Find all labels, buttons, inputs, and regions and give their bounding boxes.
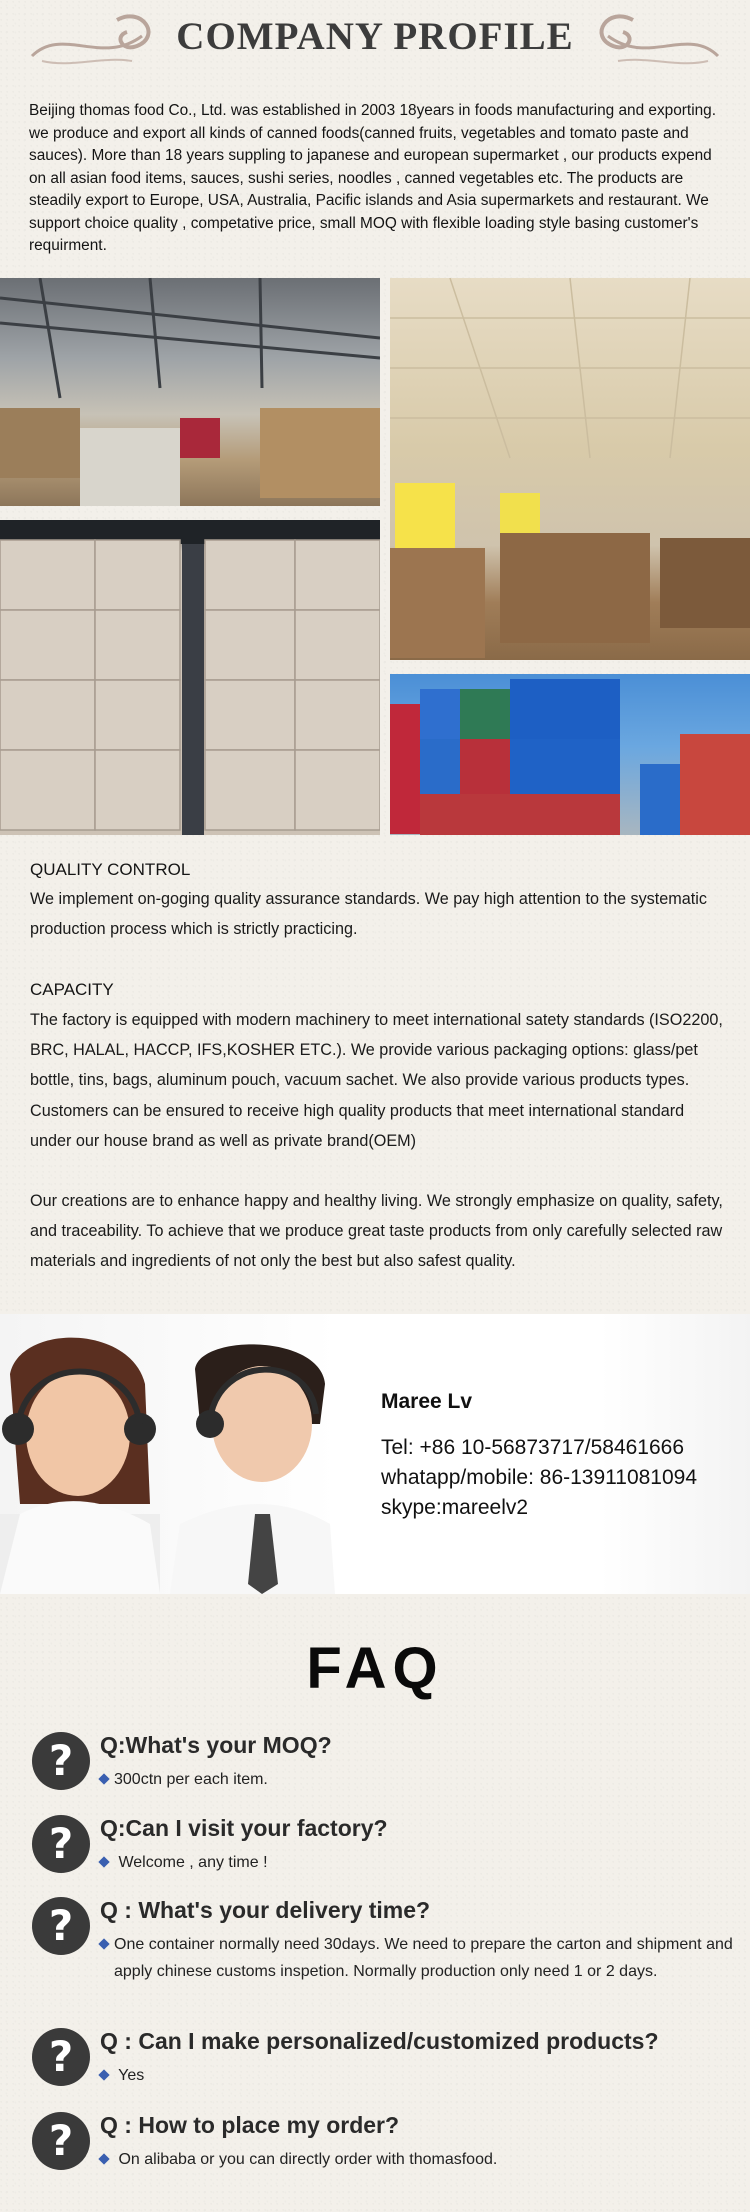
capacity-body: The factory is equipped with modern machinery to meet international satety standards (ISO2200, BRC, HALAL, HACCP, IFS,KOSHER ETC.). We provide various packaging options: glass/pet bottle, tins, bags, aluminum pouch, vacuum sachet. We also provide various products types. Customers can be ensured to receive high quality products that meet international standard under our house brand as well as private brand(OEM) [30, 1011, 723, 1150]
contact-name: Maree Lv [381, 1390, 473, 1413]
contact-banner [0, 1314, 750, 1594]
contact-mobile: whatapp/mobile: 86-13911081094 [381, 1466, 698, 1489]
warehouse-photo [0, 278, 380, 506]
capacity-heading: CAPACITY [30, 980, 114, 999]
faq-answer: Yes [96, 2062, 736, 2089]
question-mark-icon: ? [32, 1897, 90, 1955]
faq-question: Q : What's your delivery time? [100, 1897, 431, 1923]
diamond-bullet-icon [98, 1773, 109, 1784]
diamond-bullet-icon [98, 2153, 109, 2164]
faq-answer: 300ctn per each item. [96, 1766, 736, 1793]
company-intro: Beijing thomas food Co., Ltd. was established in 2003 18years in foods manufacturing and exporting. we produce and export all kinds of canned foods(canned fruits, vegetables and tomato paste and sauces). More than 18 years suppling to japanese and european supermarket , our products expend on all asian food items, sauces, sushi series, noodles , canned vegetables etc. The products are steadily export to Europe, USA, Australia, Pacific islands and Asia supermarkets and restaurant. We support choice quality , competative price, small MOQ with flexible loading style basing customer's requirment. [29, 102, 717, 254]
faq-question: Q:What's your MOQ? [100, 1732, 332, 1758]
question-mark-icon: ? [32, 1815, 90, 1873]
diamond-bullet-icon [98, 1856, 109, 1867]
storage-hall-photo [390, 278, 750, 660]
capacity-closing-text: Our creations are to enhance happy and healthy living. We strongly emphasize on quality, safety, and traceability. To achieve that we produce great taste products from only carefully selected raw materials and ingredients of not only the best but also safest quality. [30, 1192, 723, 1271]
diamond-bullet-icon [98, 1938, 109, 1949]
faq-answer: One container normally need 30days. We need to prepare the carton and shipment and apply chinese customs inspetion. Normally production only need 1 or 2 days. [96, 1931, 750, 1985]
faq-answer: On alibaba or you can directly order with thomasfood. [96, 2146, 736, 2173]
customer-service-photo [0, 1314, 340, 1594]
quality-control-body: We implement on-goging quality assurance standards. We pay high attention to the systematic production process which is strictly practicing. [30, 890, 707, 939]
faq-question: Q : Can I make personalized/customized products? [100, 2028, 659, 2054]
page-title: COMPANY PROFILE [176, 15, 574, 58]
contact-tel: Tel: +86 10-56873717/58461666 [381, 1436, 685, 1459]
carton-stack-photo [0, 520, 380, 835]
faq-question: Q : How to place my order? [100, 2112, 400, 2138]
question-mark-icon: ? [32, 1732, 90, 1790]
question-mark-icon: ? [32, 2028, 90, 2086]
quality-control-heading: QUALITY CONTROL [30, 860, 191, 879]
header [0, 0, 750, 88]
faq-answer: Welcome , any time ! [96, 1849, 736, 1876]
diamond-bullet-icon [98, 2069, 109, 2080]
question-mark-icon: ? [32, 2112, 90, 2170]
faq-question: Q:Can I visit your factory? [100, 1815, 388, 1841]
flourish-ornament-icon [588, 6, 728, 76]
faq-title: FAQ [306, 1636, 444, 1701]
shipping-containers-photo [390, 674, 750, 835]
contact-skype: skype:mareelv2 [381, 1496, 529, 1519]
